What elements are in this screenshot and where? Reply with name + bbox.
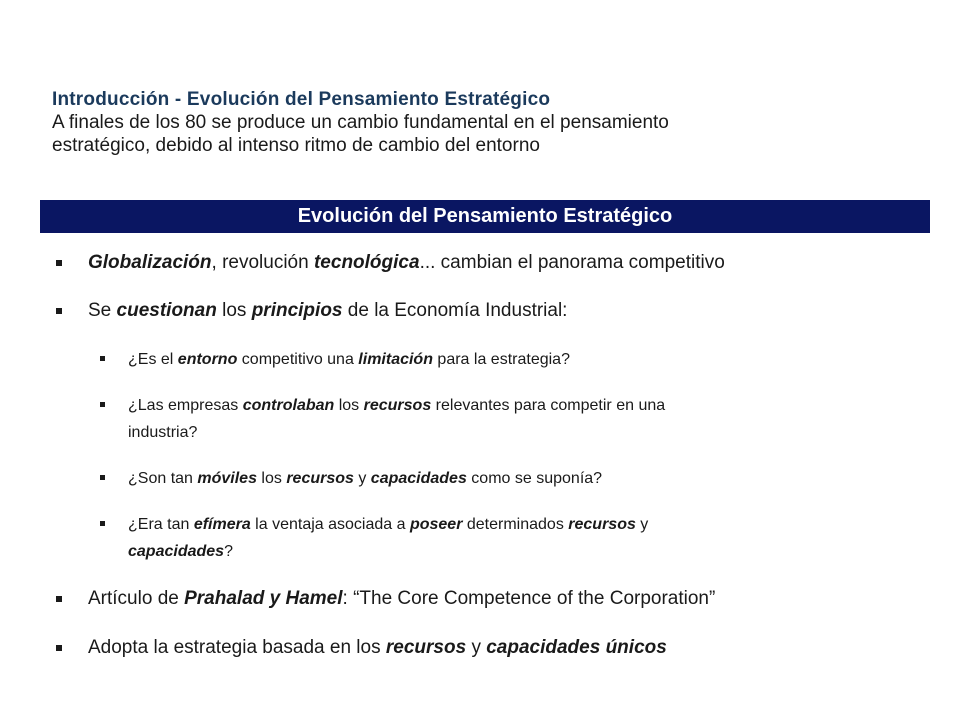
bullet-prahalad-hamel: Artículo de Prahalad y Hamel: “The Core Competence of the Corporation”: [56, 586, 926, 612]
sub-bullet-controlaban: ¿Las empresas controlaban los recursos relevantes para competir en una industria?: [56, 392, 926, 446]
slide-subtitle-line-1: A finales de los 80 se produce un cambio fundamental en el pensamiento: [52, 112, 669, 133]
square-bullet-icon: [100, 402, 105, 407]
slide-title: Introducción - Evolución del Pensamiento Estratégico: [52, 89, 551, 110]
square-bullet-icon: [56, 596, 62, 602]
bullet-cuestionan: Se cuestionan los principios de la Economía Industrial:: [56, 298, 926, 324]
bullet-globalizacion: Globalización, revolución tecnológica... cambian el panorama competitivo: [56, 250, 926, 276]
square-bullet-icon: [100, 475, 105, 480]
slide-subtitle-line-2: estratégico, debido al intenso ritmo de cambio del entorno: [52, 135, 540, 156]
square-bullet-icon: [100, 356, 105, 361]
sub-bullet-efimera: ¿Era tan efímera la ventaja asociada a poseer determinados recursos y capacidades?: [56, 511, 926, 565]
section-banner: Evolución del Pensamiento Estratégico: [40, 200, 930, 233]
square-bullet-icon: [100, 521, 105, 526]
square-bullet-icon: [56, 260, 62, 266]
header-block: [52, 88, 912, 157]
sub-bullet-moviles: ¿Son tan móviles los recursos y capacidades como se suponía?: [56, 465, 926, 492]
sub-bullet-entorno: ¿Es el entorno competitivo una limitación para la estrategia?: [56, 346, 926, 373]
bullet-adopta: Adopta la estrategia basada en los recursos y capacidades únicos: [56, 635, 926, 661]
square-bullet-icon: [56, 308, 62, 314]
square-bullet-icon: [56, 645, 62, 651]
bullet-list: [56, 250, 926, 661]
